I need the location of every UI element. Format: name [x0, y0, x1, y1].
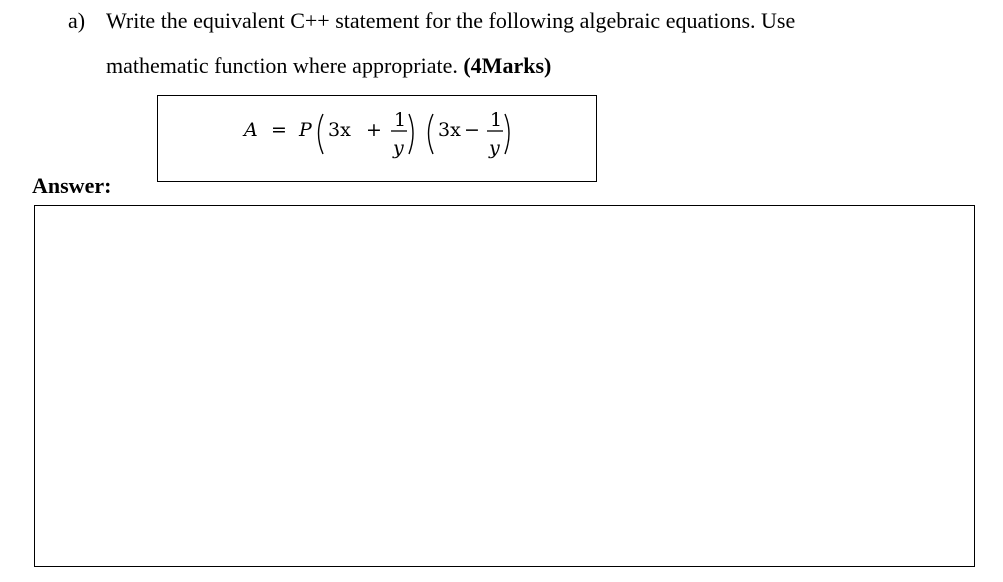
formula-term-2: 3x — [438, 119, 461, 141]
formula-box — [157, 95, 597, 182]
formula-coefficient: P — [299, 119, 312, 141]
formula-term-1: 3x — [328, 119, 351, 141]
fraction-2-numerator: 1 — [490, 109, 503, 131]
marks-label: (4Marks) — [463, 53, 552, 78]
question-text-line-2: mathematic function where appropriate. — [106, 53, 458, 78]
fraction-1-denominator: y — [393, 137, 404, 159]
question-line-1 — [68, 8, 795, 34]
left-paren-2 — [429, 114, 434, 154]
fraction-1-numerator: 1 — [394, 109, 407, 131]
right-paren-2 — [505, 114, 509, 154]
formula-lhs: A — [244, 119, 258, 141]
formula-equals: = — [271, 119, 287, 141]
right-paren-1 — [409, 114, 413, 154]
answer-box[interactable] — [34, 205, 975, 567]
formula-minus: − — [464, 119, 480, 141]
fraction-2-denominator: y — [489, 137, 500, 159]
question-line-2 — [106, 53, 551, 79]
formula-plus: + — [366, 119, 382, 141]
left-paren-1 — [319, 114, 324, 154]
question-letter: a) — [68, 8, 86, 33]
formula — [158, 96, 598, 183]
question-text-line-1: Write the equivalent C++ statement for the following algebraic equations. Use — [106, 8, 796, 33]
answer-label: Answer: — [32, 173, 112, 198]
